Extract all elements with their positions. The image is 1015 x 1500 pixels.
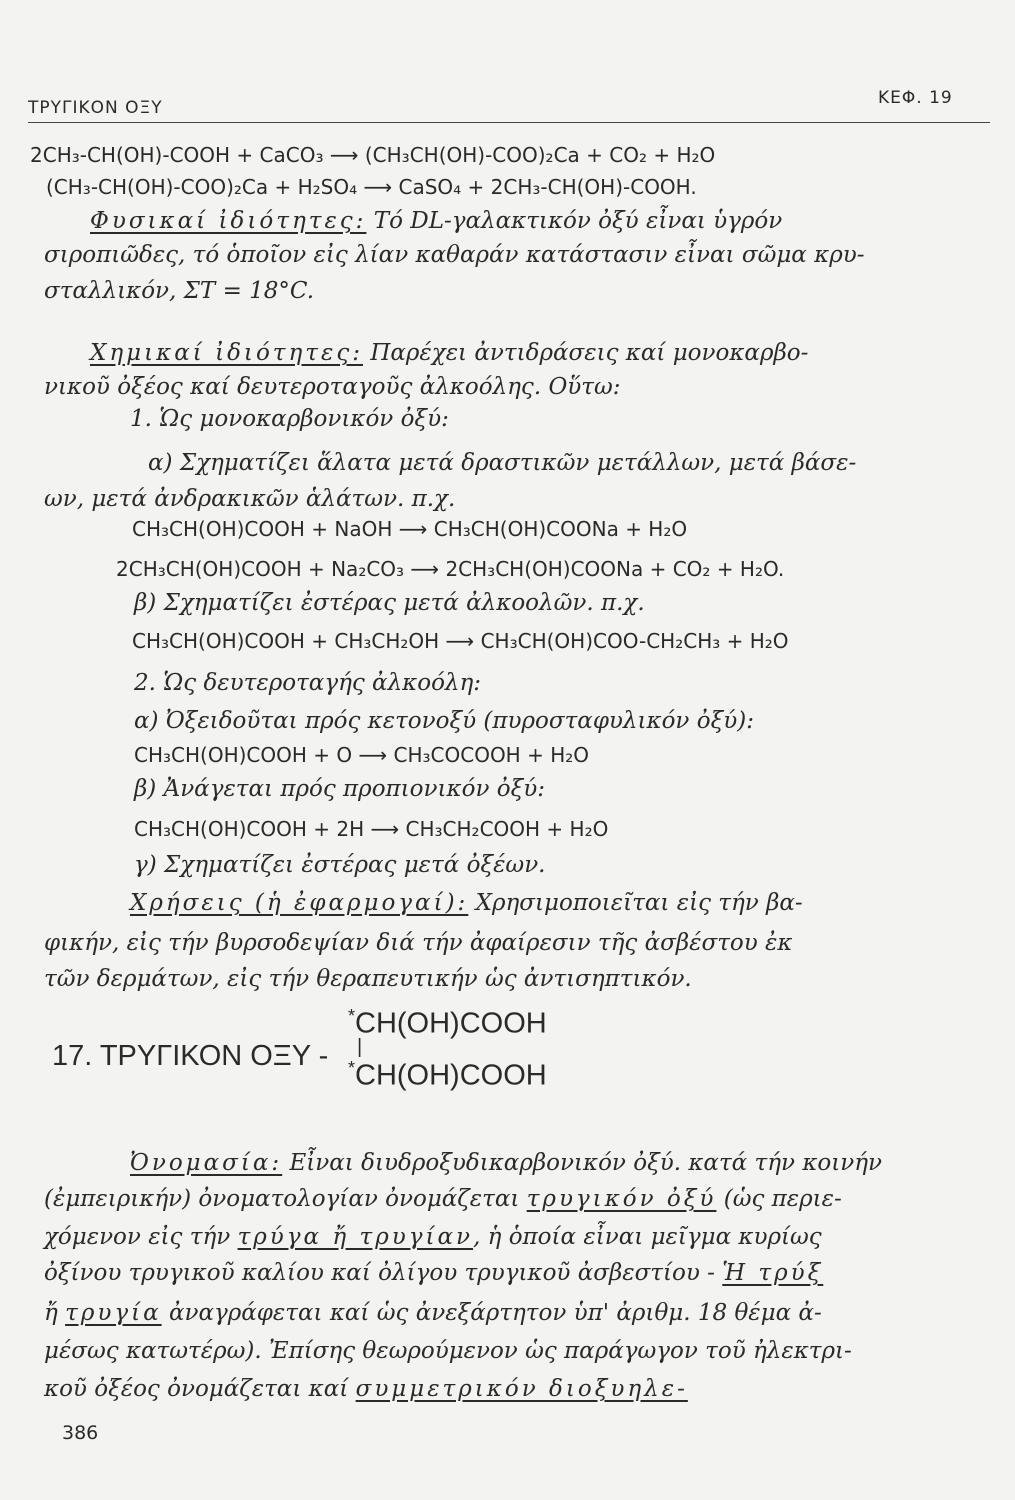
list-item: β) Ἀνάγεται πρός προπιονικόν ὀξύ: [134,776,545,802]
structural-formula-top [348,1006,547,1041]
naming-text: Εἶναι διυδροξυδικαρβονικόν ὀξύ. κατά τήν κοινήν [289,1150,883,1176]
equation-6: CH₃CH(OH)COOH + O ⟶ CH₃COCOOH + H₂O [134,743,589,767]
text-segment: (ὡς περιε- [723,1186,842,1212]
chemical-properties-heading: Χημικαί ἰδιότητες: [90,340,363,366]
structural-formula-bottom [348,1058,547,1093]
list-item: 1. Ὡς μονοκαρβονικόν ὀξύ: [130,406,449,432]
chiral-star: * [348,1006,356,1026]
text-line: σιροπιῶδες, τό ὁποῖον εἰς λίαν καθαράν κατάστασιν εἶναι σῶμα κρυ- [44,242,865,268]
header-rule [28,122,990,123]
physical-properties-heading: Φυσικαί ἰδιότητες: [90,208,367,234]
text-segment: κοῦ ὀξέος ὀνομάζεται καί [44,1376,349,1402]
physical-properties-text: Τό DL-γαλακτικόν ὀξύ εἶναι ὑγρόν [373,208,783,234]
text-line: ων, μετά ἀνδρακικῶν ἁλάτων. π.χ. [44,486,456,512]
naming-line [130,1148,882,1178]
equation-2: (CH₃-CH(OH)-COO)₂Ca + H₂SO₄ ⟶ CaSO₄ + 2CH₃-CH(OH)-COOH. [46,175,697,199]
chemical-properties-text: Παρέχει ἀντιδράσεις καί μονοκαρβο- [370,340,809,366]
term-underlined: τρύγα ἤ τρυγίαν [237,1224,473,1250]
equation-4: 2CH₃CH(OH)COOH + Na₂CO₃ ⟶ 2CH₃CH(OH)COONa + CO₂ + H₂O. [116,557,785,581]
naming-heading: Ὀνομασία: [130,1150,283,1176]
text-segment: ὀξίνου τρυγικοῦ καλίου καί ὀλίγου τρυγικοῦ ἀσβεστίου - [44,1260,715,1286]
chiral-star: * [348,1058,356,1078]
text-line: νικοῦ ὀξέος καί δευτεροταγοῦς ἀλκοόλης. Οὕτω: [44,374,621,400]
text-line: μέσως κατωτέρω). Ἐπίσης θεωρούμενον ὡς παράγωγον τοῦ ἠλεκτρι- [44,1338,852,1364]
list-item: β) Σχηματίζει ἐστέρας μετά ἀλκοολῶν. π.χ. [134,590,645,616]
text-segment: χόμενον εἰς τήν [44,1224,231,1250]
list-item: 2. Ὡς δευτεροταγής ἀλκοόλη: [134,670,482,696]
formula-top-group: CH(OH)COOH [355,1007,547,1040]
text-line: σταλλικόν, ΣΤ = 18°C. [44,278,315,304]
list-item: α) Σχηματίζει ἅλατα μετά δραστικῶν μετάλλων, μετά βάσε- [148,450,857,476]
text-segment: (ἐμπειρικήν) ὀνοματολογίαν ὀνομάζεται [44,1186,520,1212]
text-segment: ἀναγράφεται καί ὡς ἀνεξάρτητον ὑπ' ἀριθμ. 18 θέμα ἀ- [168,1300,822,1326]
uses-text: Χρησιμοποιεῖται εἰς τήν βα- [475,890,803,916]
text-segment: ἤ [44,1300,58,1326]
equation-7: CH₃CH(OH)COOH + 2H ⟶ CH₃CH₂COOH + H₂O [134,817,609,841]
naming-line [44,1374,688,1404]
naming-line [44,1184,842,1214]
list-item: α) Ὀξειδοῦται πρός κετονοξύ (πυροσταφυλικόν ὀξύ): [134,708,754,734]
running-header-title: ΤΡΥΓΙΚΟΝ ΟΞΥ [28,98,163,118]
formula-bond: | [357,1036,363,1058]
naming-line [44,1258,823,1288]
naming-line [44,1222,822,1252]
term-underlined: τρυγία [65,1300,162,1326]
term-underlined: τρυγικόν ὀξύ [526,1186,717,1212]
uses-heading: Χρήσεις (ἡ ἐφαρμογαί): [130,890,469,916]
chemical-properties-line [90,338,808,368]
text-segment: , ἡ ὁποία εἶναι μεῖγμα κυρίως [472,1224,822,1250]
naming-line [44,1298,822,1328]
equation-3: CH₃CH(OH)COOH + NaOH ⟶ CH₃CH(OH)COONa + H₂O [132,517,688,541]
term-underlined: συμμετρικόν διοξυηλε- [355,1376,688,1402]
uses-line [130,888,803,918]
equation-1: 2CH₃-CH(OH)-COOH + CaCO₃ ⟶ (CH₃CH(OH)-COO)₂Ca + CO₂ + H₂O [30,143,716,167]
term-underlined: Ἡ τρύξ [722,1260,824,1286]
text-line: φικήν, εἰς τήν βυρσοδεψίαν διά τήν ἀφαίρεσιν τῆς ἀσβέστου ἐκ [44,930,793,956]
equation-5: CH₃CH(OH)COOH + CH₃CH₂OH ⟶ CH₃CH(OH)COO-CH₂CH₃ + H₂O [132,629,789,653]
chapter-label: ΚΕΦ. 19 [878,88,953,108]
list-item: γ) Σχηματίζει ἐστέρας μετά ὀξέων. [134,852,546,878]
text-line: τῶν δερμάτων, εἰς τήν θεραπευτικήν ὡς ἀντισηπτικόν. [44,966,692,992]
formula-bottom-group: CH(OH)COOH [355,1059,547,1092]
page-number: 386 [62,1422,99,1444]
section-title: 17. ΤΡΥΓΙΚΟΝ ΟΞΥ - [52,1040,329,1072]
physical-properties-line [90,206,782,236]
